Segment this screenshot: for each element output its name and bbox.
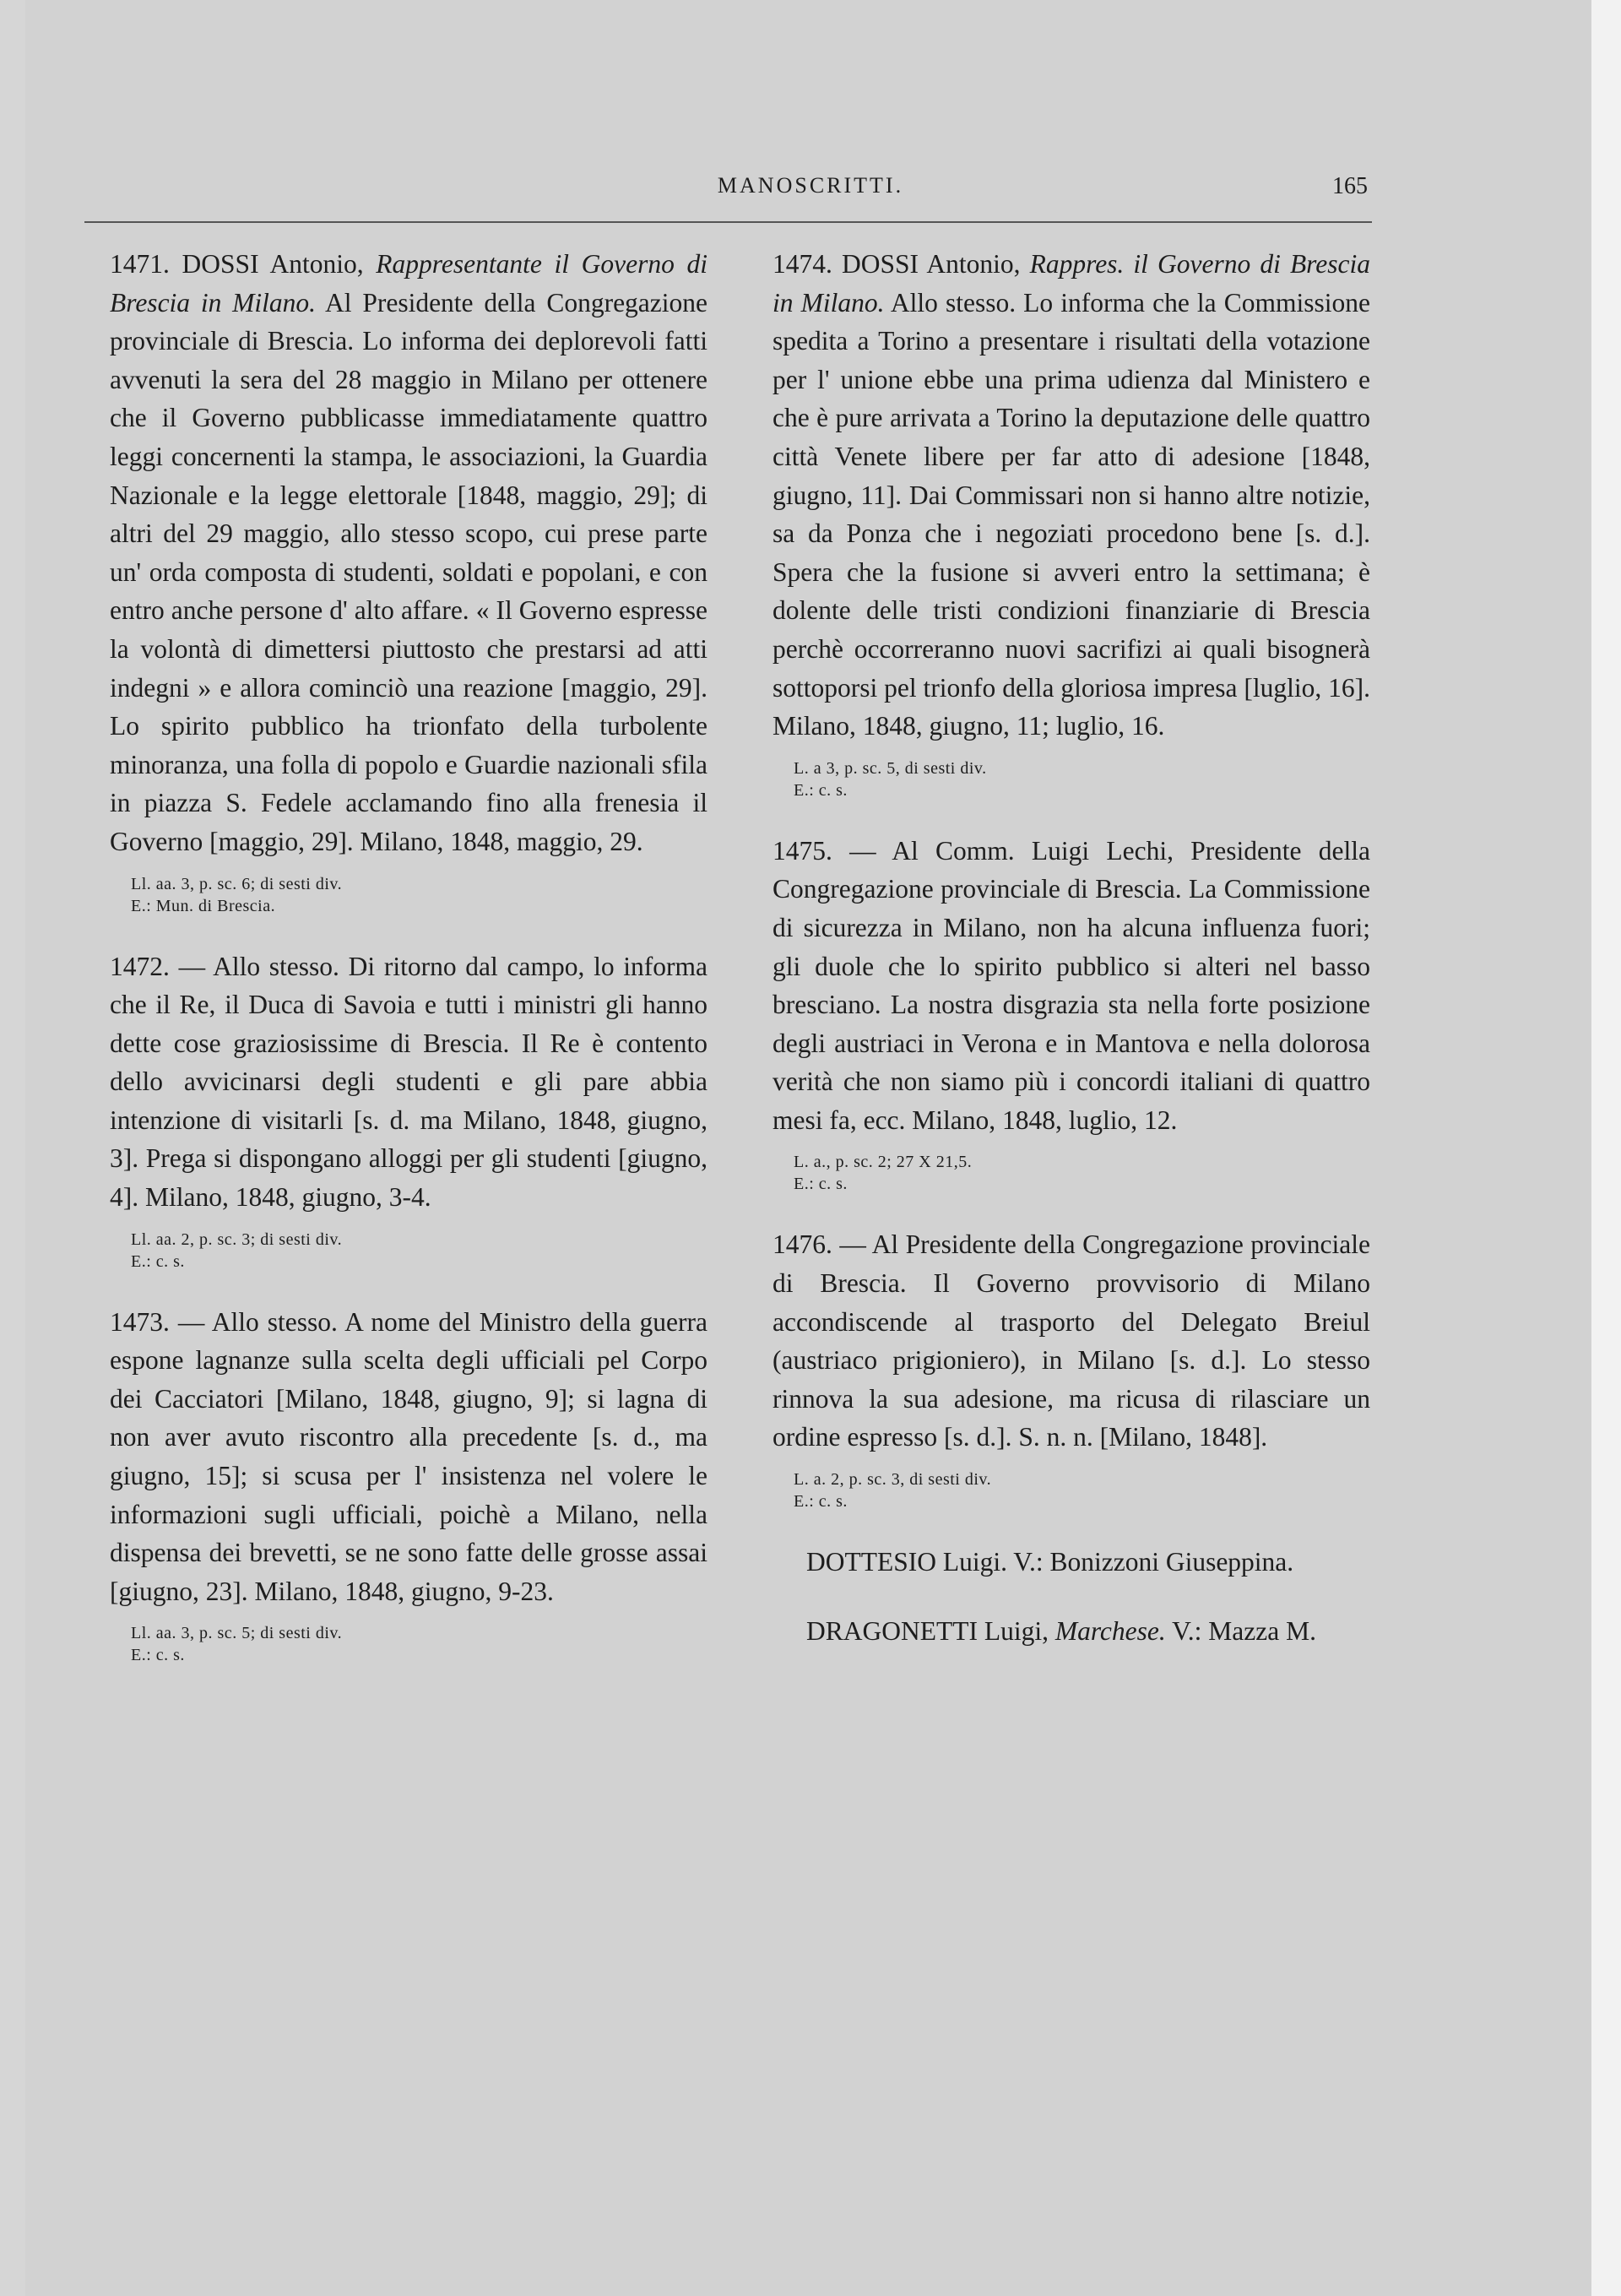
citation-line: E.: c. s.	[131, 1251, 185, 1271]
entry-citation	[131, 873, 707, 917]
entry-body	[773, 245, 1370, 746]
page-edge	[1591, 0, 1621, 2296]
entry-body	[110, 947, 707, 1217]
entry-text: DRAGONETTI Luigi,	[806, 1615, 1055, 1646]
citation-line: E.: c. s.	[794, 1175, 848, 1194]
cross-reference	[773, 1612, 1370, 1651]
catalog-entry	[110, 245, 707, 917]
citation-line: E.: c. s.	[794, 780, 848, 800]
citation-line: L. a. 2, p. sc. 3, di sesti div.	[794, 1470, 992, 1490]
catalog-entry	[773, 245, 1370, 801]
entry-title-italic: Marchese.	[1054, 1615, 1166, 1646]
entry-text: DOSSI Antonio,	[832, 249, 1030, 279]
entry-title-italic: Rappres. il Governo di Brescia in Milano.	[773, 249, 1370, 318]
citation-line: Ll. aa. 3, p. sc. 6; di sesti div.	[131, 874, 343, 893]
entry-number: 1476.	[773, 1229, 832, 1260]
cross-reference	[773, 1543, 1370, 1582]
entry-text: — Al Comm. Luigi Lechi, Presidente della Congregazione provinciale di Brescia. La Commissione di sicurezza in Milano, non ha alcuna influenza fuori; gli duole che lo spirito pubblico si alteri nel basso bresciano. La nostra disgrazia sta nella forte posizione degli austriaci in Verona e in Mantova e nella dolorosa verità che non siamo più i concordi italiani di quattro mesi fa, ecc. Milano, 1848, luglio, 12.	[773, 835, 1370, 1135]
entry-body	[110, 1303, 707, 1611]
citation-line: L. a 3, p. sc. 5, di sesti div.	[794, 758, 987, 778]
entry-number: 1472.	[110, 951, 170, 981]
citation-line: L. a., p. sc. 2; 27 X 21,5.	[794, 1153, 973, 1172]
running-head	[0, 173, 1621, 207]
entry-citation	[131, 1229, 707, 1273]
right-column	[773, 245, 1370, 1650]
entry-citation	[131, 1622, 707, 1666]
entry-number: 1474.	[773, 249, 832, 279]
entry-body	[773, 832, 1370, 1140]
entry-citation	[794, 1151, 1370, 1195]
entry-text: Al Presidente della Congregazione provinciale di Brescia. Lo informa dei deplorevoli fatti avvenuti la sera del 28 maggio in Milano per ottenere che il Governo pubblicasse immediatamente quattro leggi concernenti la stampa, le associazioni, la Guardia Nazionale e la legge elettorale [1848, maggio, 29]; di altri del 29 maggio, allo stesso scopo, cui prese parte un' orda composta di studenti, soldati e popolani, e con entro anche persone d' alto affare. « Il Governo espresse la volontà di dimettersi piuttosto che prestarsi ad atti indegni » e allora cominciò una reazione [maggio, 29]. Lo spirito pubblico ha trionfato della turbolente minoranza, una folla di popolo e Guardie nazionali sfila in piazza S. Fedele acclamando fino alla frenesia il Governo [maggio, 29]. Milano, 1848, maggio, 29.	[110, 287, 707, 856]
catalog-entry	[110, 947, 707, 1273]
entry-text: DOTTESIO Luigi. V.: Bonizzoni Giuseppina.	[806, 1547, 1294, 1577]
header-rule	[84, 221, 1372, 223]
catalog-entry	[110, 1303, 707, 1667]
entry-number: 1471.	[110, 249, 170, 279]
entry-text: Allo stesso. Lo informa che la Commissione spedita a Torino a presentare i risultati della votazione per l' unione ebbe una prima udienza dal Ministero e che è pure arrivata a Torino la deputazione delle quattro città Venete libere per far atto di adesione [1848, giugno, 11]. Dai Commissari non si hanno altre notizie, sa da Ponza che i negoziati procedono bene [s. d.]. Spera che la fusione si avveri entro la settimana; è dolente delle tristi condizioni finanziarie di Brescia perchè occorreranno nuovi sacrifizi ai quali bisognerà sottoporsi pel trionfo della gloriosa impresa [luglio, 16]. Milano, 1848, giugno, 11; luglio, 16.	[773, 287, 1370, 741]
running-head-title: MANOSCRITTI.	[717, 173, 904, 198]
catalog-entry	[773, 832, 1370, 1196]
catalog-entry	[773, 1225, 1370, 1512]
citation-line: Ll. aa. 3, p. sc. 5; di sesti div.	[131, 1624, 343, 1643]
entry-body	[110, 245, 707, 861]
entry-text: V.: Mazza M.	[1165, 1615, 1316, 1646]
citation-line: E.: Mun. di Brescia.	[131, 896, 276, 915]
entry-text: — Allo stesso. Di ritorno dal campo, lo informa che il Re, il Duca di Savoia e tutti i ministri gli hanno dette cose graziosissime di Brescia. Il Re è contento dello avvicinarsi degli studenti e gli pare abbia intenzione di visitarli [s. d. ma Milano, 1848, giugno, 3]. Prega si dispongano alloggi per gli studenti [giugno, 4]. Milano, 1848, giugno, 3-4.	[110, 951, 707, 1213]
entry-citation	[794, 1468, 1370, 1512]
entry-text: DOSSI Antonio,	[169, 249, 377, 279]
entry-citation	[794, 757, 1370, 801]
page-number: 165	[1332, 173, 1368, 199]
left-column	[110, 245, 707, 1666]
citation-line: E.: c. s.	[131, 1646, 185, 1665]
entry-number: 1473.	[110, 1306, 170, 1337]
entry-text: — Allo stesso. A nome del Ministro della guerra espone lagnanze sulla scelta degli ufficiali pel Corpo dei Cacciatori [Milano, 1848, giugno, 9]; si lagna di non aver avuto riscontro alla precedente [s. d., ma giugno, 15]; si scusa per l' insistenza nel volere le informazioni sugli ufficiali, poichè a Milano, nella dispensa dei brevetti, se ne sono fatte delle grosse assai [giugno, 23]. Milano, 1848, giugno, 9-23.	[110, 1306, 707, 1606]
citation-line: E.: c. s.	[794, 1492, 848, 1512]
entry-title-italic: Rappresentante il Governo di Brescia in Milano.	[110, 249, 707, 318]
citation-line: Ll. aa. 2, p. sc. 3; di sesti div.	[131, 1229, 343, 1249]
entry-number: 1475.	[773, 835, 832, 866]
entry-body	[773, 1225, 1370, 1457]
entry-text: — Al Presidente della Congregazione provinciale di Brescia. Il Governo provvisorio di Milano accondiscende al trasporto del Delegato Breiul (austriaco prigioniero), in Milano [s. d.]. Lo stesso rinnova la sua adesione, ma ricusa di rilasciare un ordine espresso [s. d.]. S. n. n. [Milano, 1848].	[773, 1229, 1370, 1452]
